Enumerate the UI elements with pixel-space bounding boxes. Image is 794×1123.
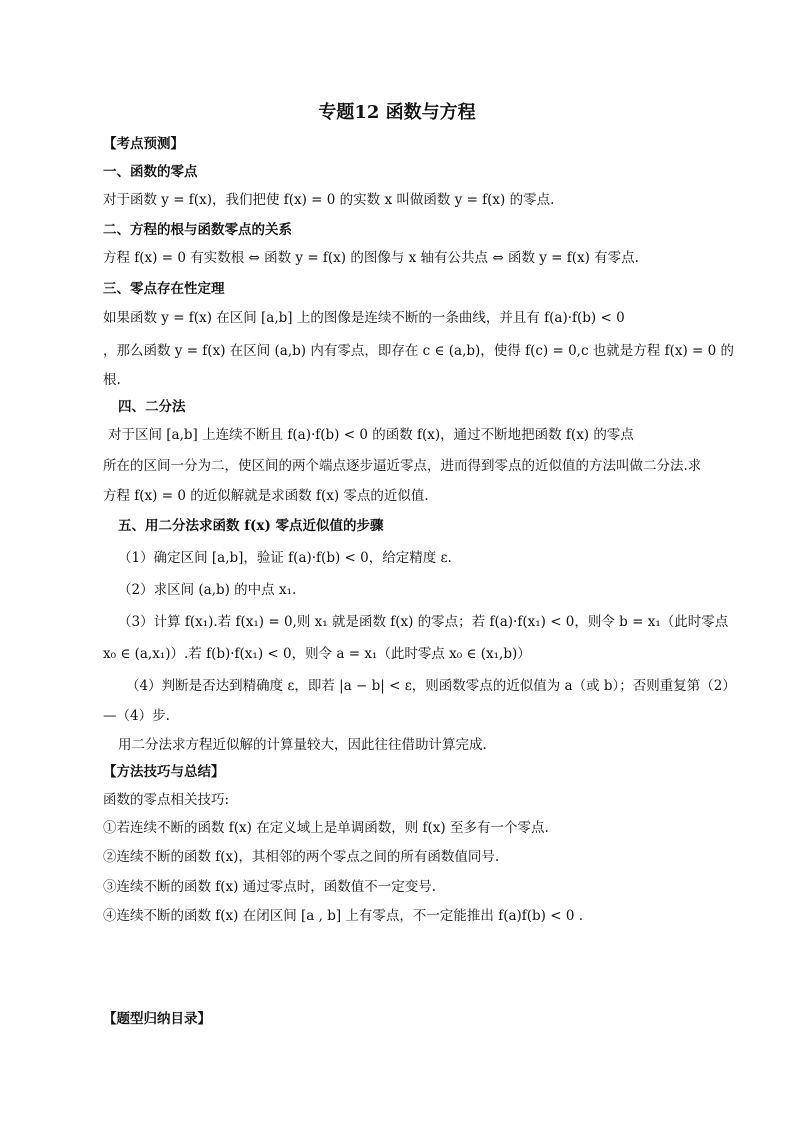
section-heading-fangfa: 【方法技巧与总结】 — [103, 764, 225, 780]
step-4-line-1: （4）判断是否达到精确度 ε，即若 |a − b| < ε，则函数零点的近似值为 a（或 b）；否则重复第（2） — [126, 678, 736, 694]
step-2: （2）求区间 (a,b) 的中点 x₁. — [118, 582, 297, 598]
paragraph-theorem-line-3: 根. — [103, 372, 121, 388]
tip-item: ③连续不断的函数 f(x) 通过零点时，函数值不一定变号. — [103, 879, 437, 895]
paragraph-bisection-line-3: 方程 f(x) = 0 的近似解就是求函数 f(x) 零点的近似值. — [103, 488, 429, 504]
step-4-line-2: —（4）步. — [103, 708, 170, 724]
heading-bisection-steps: 五、用二分法求函数 f(x) 零点近似值的步骤 — [118, 518, 384, 534]
tips-intro: 函数的零点相关技巧: — [103, 792, 230, 808]
tip-item: ④连续不断的函数 f(x) 在闭区间 [a , b] 上有零点，不一定能推出 f(a)f(b) < 0 . — [103, 908, 584, 924]
page-title: 专题12 函数与方程 — [318, 102, 476, 123]
paragraph-zero-point-definition: 对于函数 y = f(x)，我们把使 f(x) = 0 的实数 x 叫做函数 y = f(x) 的零点. — [103, 192, 555, 208]
section-heading-kaodian: 【考点预测】 — [103, 136, 184, 152]
heading-zero-point: 一、函数的零点 — [103, 164, 198, 180]
paragraph-bisection-line-1: 对于区间 [a,b] 上连续不断且 f(a)·f(b) < 0 的函数 f(x)，通过不断地把函数 f(x) 的零点 — [108, 427, 634, 443]
tip-item: ①若连续不断的函数 f(x) 在定义域上是单调函数，则 f(x) 至多有一个零点. — [103, 820, 549, 836]
paragraph-theorem-line-2: ，那么函数 y = f(x) 在区间 (a,b) 内有零点，即存在 c ∈ (a,b)，使得 f(c) = 0,c 也就是方程 f(x) = 0 的 — [103, 343, 735, 359]
paragraph-bisection-line-2: 所在的区间一分为二，使区间的两个端点逐步逼近零点，进而得到零点的近似值的方法叫做二分法.求 — [103, 458, 702, 474]
step-3-line-2: x₀ ∈ (a,x₁)）.若 f(b)·f(x₁) < 0，则令 a = x₁（此时零点 x₀ ∈ (x₁,b)） — [103, 646, 531, 662]
step-1: （1）确定区间 [a,b]，验证 f(a)·f(b) < 0，给定精度 ε. — [118, 550, 452, 566]
paragraph-theorem-line-1: 如果函数 y = f(x) 在区间 [a,b] 上的图像是连续不断的一条曲线，并且有 f(a)·f(b) < 0 — [103, 310, 625, 326]
step-3-line-1: （3）计算 f(x₁).若 f(x₁) = 0,则 x₁ 就是函数 f(x) 的零点；若 f(a)·f(x₁) < 0，则令 b = x₁（此时零点 — [118, 614, 729, 630]
bisection-note: 用二分法求方程近似解的计算量较大，因此往往借助计算完成. — [118, 737, 487, 753]
section-heading-tixing: 【题型归纳目录】 — [103, 1011, 211, 1027]
tip-item: ②连续不断的函数 f(x)，其相邻的两个零点之间的所有函数值同号. — [103, 849, 500, 865]
heading-existence-theorem: 三、零点存在性定理 — [103, 281, 225, 297]
heading-bisection: 四、二分法 — [118, 399, 186, 415]
heading-root-zero-relation: 二、方程的根与函数零点的关系 — [103, 222, 292, 238]
paragraph-root-zero-relation: 方程 f(x) = 0 有实数根 ⇔ 函数 y = f(x) 的图像与 x 轴有公共点 ⇔ 函数 y = f(x) 有零点. — [103, 250, 639, 266]
